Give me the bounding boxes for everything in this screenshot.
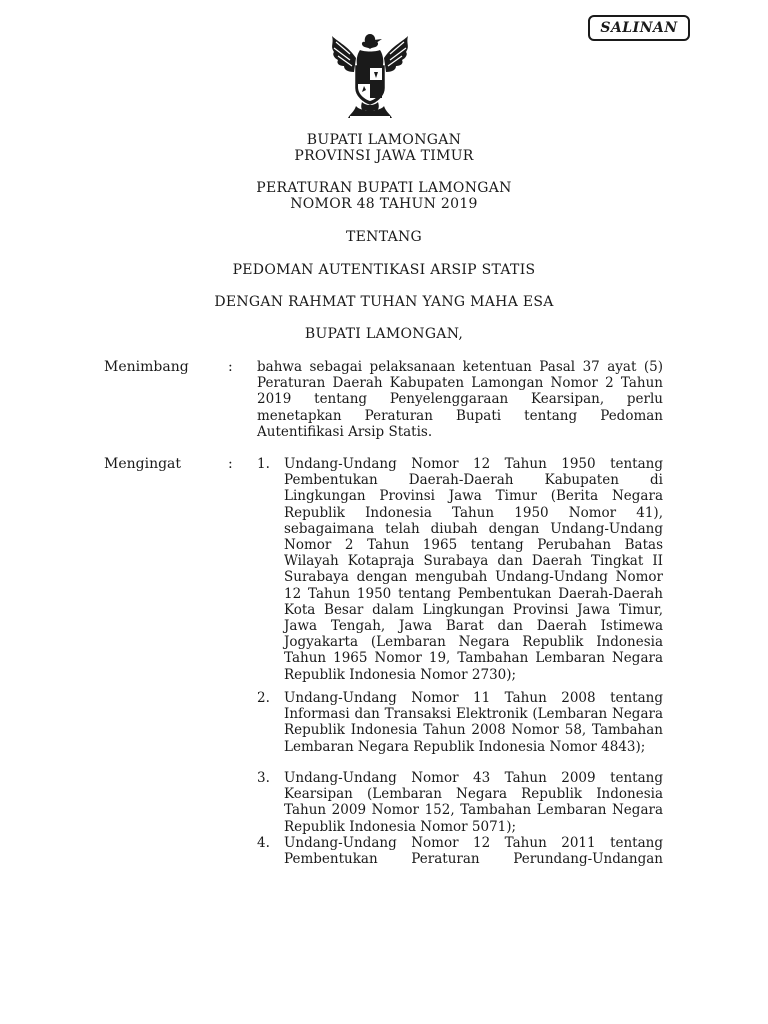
header-rahmat: DENGAN RAHMAT TUHAN YANG MAHA ESA	[214, 294, 554, 310]
menimbang-colon: :	[228, 359, 233, 375]
header-bupati-closing: BUPATI LAMONGAN,	[304, 326, 464, 342]
menimbang-label: Menimbang	[104, 359, 189, 375]
mengingat-item-text: Undang-Undang Nomor 43 Tahun 2009 tentang Kearsipan (Lembaran Negara Republik Indonesia Tahun 2009 Nomor 152, Tambahan Lembaran Negara Republik Indonesia Nomor 5071);	[284, 770, 663, 835]
garuda-emblem-icon	[326, 28, 414, 124]
mengingat-item-text: Undang-Undang Nomor 12 Tahun 1950 tentang Pembentukan Daerah-Daerah Kabupaten di Lingkungan Provinsi Jawa Timur (Berita Negara Republik Indonesia Tahun 1950 Nomor 41), sebagaimana telah diubah dengan Undang-Undang Nomor 2 Tahun 1965 tentang Perubahan Batas Wilayah Kotapraja Surabaya dan Daerah Tingkat II Surabaya dengan mengubah Undang-Undang Nomor 12 Tahun 1950 tentang Pembentukan Daerah-Daerah Kota Besar dalam Lingkungan Provinsi Jawa Timur, Jawa Tengah, Jawa Barat dan Daerah Istimewa Jogyakarta (Lembaran Negara Republik Indonesia Tahun 1965 Nomor 19, Tambahan Lembaran Negara Republik Indonesia Nomor 2730);	[284, 456, 663, 683]
mengingat-item-number: 3.	[257, 770, 270, 786]
header-bupati: BUPATI LAMONGAN	[306, 132, 462, 148]
header-tentang: TENTANG	[345, 229, 423, 245]
mengingat-item-text: Undang-Undang Nomor 11 Tahun 2008 tentang Informasi dan Transaksi Elektronik (Lembaran Negara Republik Indonesia Tahun 2008 Nomor 58, Tambahan Lembaran Negara Republik Indonesia Nomor 4843);	[284, 690, 663, 755]
header-peraturan: PERATURAN BUPATI LAMONGAN	[256, 180, 512, 196]
header-provinsi: PROVINSI JAWA TIMUR	[294, 148, 474, 164]
salinan-stamp: SALINAN	[588, 15, 690, 41]
mengingat-item-number: 1.	[257, 456, 270, 472]
mengingat-item-text: Undang-Undang Nomor 12 Tahun 2011 tentang Pembentukan Peraturan Perundang-Undangan	[284, 835, 663, 868]
header-nomor: NOMOR 48 TAHUN 2019	[290, 196, 478, 212]
mengingat-colon: :	[228, 456, 233, 472]
header-judul: PEDOMAN AUTENTIKASI ARSIP STATIS	[232, 262, 536, 278]
mengingat-item-number: 2.	[257, 690, 270, 706]
mengingat-label: Mengingat	[104, 456, 182, 472]
menimbang-text: bahwa sebagai pelaksanaan ketentuan Pasal 37 ayat (5) Peraturan Daerah Kabupaten Lamongan Nomor 2 Tahun 2019 tentang Penyelenggaraan Kearsipan, perlu menetapkan Peraturan Bupati tentang Pedoman Autentifikasi Arsip Statis.	[257, 359, 663, 440]
mengingat-item-number: 4.	[257, 835, 270, 851]
